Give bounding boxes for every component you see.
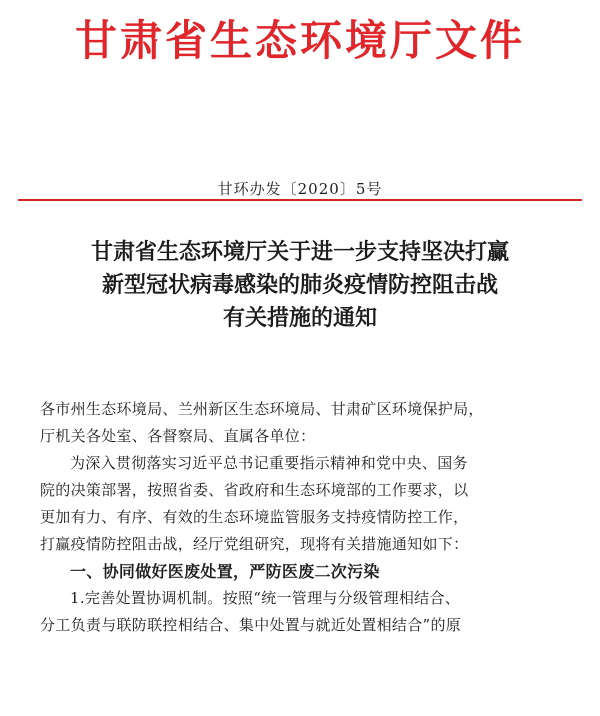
paragraph-line: 打赢疫情防控阻击战，经厅党组研究，现将有关措施通知如下： bbox=[40, 535, 469, 553]
document-body bbox=[40, 396, 588, 639]
addressee-line: 厅机关各处室、各督察局、直属各单位： bbox=[40, 427, 316, 445]
section-heading: 一、协同做好医废处置，严防医废二次污染 bbox=[70, 562, 380, 581]
notice-title-line: 新型冠状病毒感染的肺炎疫情防控阻击战 bbox=[101, 272, 498, 298]
notice-title bbox=[0, 236, 600, 335]
notice-title-line: 有关措施的通知 bbox=[222, 305, 377, 331]
red-divider-line bbox=[18, 199, 582, 201]
document-number: 甘环办发〔2020〕5号 bbox=[217, 180, 383, 198]
paragraph-line: 院的决策部署，按照省委、省政府和生态环境部的工作要求，以 bbox=[40, 481, 469, 499]
letterhead-title: 甘肃省生态环境厅文件 bbox=[74, 16, 525, 65]
paragraph-line: 1.完善处置协调机制。按照“统一管理与分级管理相结合、 bbox=[70, 589, 461, 607]
paragraph-line: 分工负责与联防联控相结合、集中处置与就近处置相结合”的原 bbox=[40, 616, 462, 634]
notice-title-line: 甘肃省生态环境厅关于进一步支持坚决打赢 bbox=[90, 239, 509, 265]
addressee-line: 各市州生态环境局、兰州新区生态环境局、甘肃矿区环境保护局， bbox=[40, 400, 484, 418]
paragraph-line: 更加有力、有序、有效的生态环境监管服务支持疫情防控工作， bbox=[40, 508, 469, 526]
paragraph-line: 为深入贯彻落实习近平总书记重要指示精神和党中央、国务 bbox=[70, 454, 468, 472]
